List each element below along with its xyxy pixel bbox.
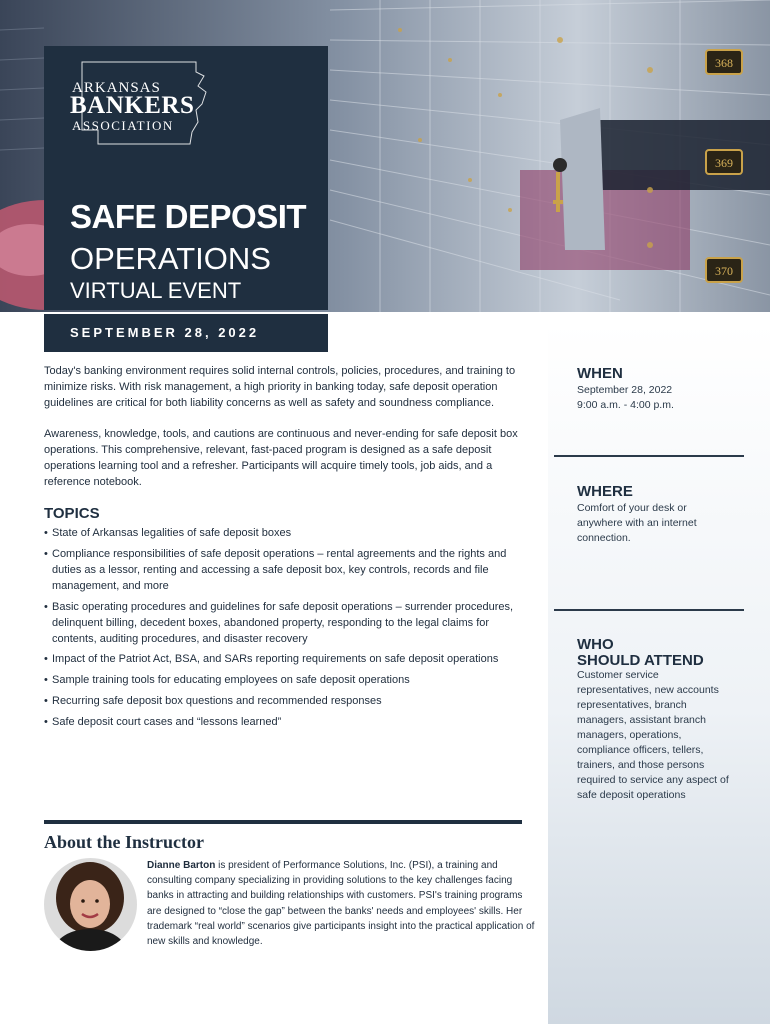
divider	[554, 609, 744, 611]
where-text: Comfort of your desk or anywhere with an internet connection.	[577, 502, 697, 544]
box-number-370: 370	[715, 264, 733, 278]
instructor-bio	[147, 858, 537, 949]
topics-heading: TOPICS	[44, 505, 100, 522]
instructor-name: Dianne Barton	[147, 860, 216, 871]
intro-paragraph-2: Awareness, knowledge, tools, and cautions are continuous and never-ending for safe deposit box operations. This comprehensive, relevant, fast-paced program is designed as a safe deposit operations learning tool and a refresher. Participants will acquire timely tools, job aids, and a reference notebook.	[44, 428, 518, 488]
topic-item: • State of Arkansas legalities of safe deposit boxes	[44, 525, 534, 541]
event-date: SEPTEMBER 28, 2022	[70, 325, 260, 340]
box-number-368: 368	[715, 56, 733, 70]
divider	[554, 455, 744, 457]
who-heading-line1: WHO	[577, 636, 614, 653]
when-heading: WHEN	[577, 365, 623, 382]
topic-item: • Recurring safe deposit box questions and recommended responses	[44, 693, 534, 709]
title-safe-deposit: SAFE DEPOSIT	[70, 198, 307, 235]
topic-item: • Compliance responsibilities of safe deposit operations – rental agreements and the rights and duties as a lessor, renting and accessing a safe deposit box, key controls, records and file management, and more	[44, 546, 534, 594]
instructor-photo	[44, 858, 137, 951]
logo-bankers: BANKERS	[70, 92, 195, 119]
instructor-avatar	[44, 858, 137, 951]
when-time: 9:00 a.m. - 4:00 p.m.	[577, 399, 674, 411]
title-operations: OPERATIONS	[70, 241, 271, 276]
topic-item: • Basic operating procedures and guidelines for safe deposit operations – surrender procedures, delinquent billing, decedent boxes, abandoned property, responding to the legal claims for contents, auditing procedures, and disaster recovery	[44, 599, 534, 647]
where-heading: WHERE	[577, 483, 633, 500]
logo-association: ASSOCIATION	[72, 118, 174, 133]
who-text: Customer service representatives, new accounts representatives, branch managers, assistant branch managers, operations, compliance officers, tellers, trainers, and those persons required to service any aspect of safe deposit operations	[577, 669, 729, 801]
topic-item: • Impact of the Patriot Act, BSA, and SARs reporting requirements on safe deposit operations	[44, 651, 534, 667]
title-panel	[44, 46, 328, 310]
when-date: September 28, 2022	[577, 384, 673, 396]
topic-item: • Sample training tools for educating employees on safe deposit operations	[44, 672, 534, 688]
instructor-divider	[44, 820, 522, 824]
hero-banner	[0, 0, 770, 312]
topic-item: • Safe deposit court cases and “lessons learned”	[44, 714, 534, 730]
who-heading-line2: SHOULD ATTEND	[577, 652, 704, 669]
box-number-369: 369	[715, 156, 733, 170]
title-virtual-event: VIRTUAL EVENT	[70, 278, 242, 303]
instructor-bio-text: is president of Performance Solutions, Inc. (PSI), a training and consulting company specializing in providing solutions to the key challenges facing banks in attracting and building relationships with customers. PSI's training programs are designed to “close the gap” between the banks' needs and employees' skills. Her trademark “real world” scenarios give participants insight into the practical application of new skills and knowledge.	[147, 860, 535, 948]
event-date-bar	[44, 314, 328, 352]
logo-arkansas: ARKANSAS	[72, 80, 161, 96]
topics-list	[44, 525, 534, 735]
instructor-heading: About the Instructor	[44, 832, 204, 852]
intro-paragraph-1: Today's banking environment requires solid internal controls, policies, procedures, and training to minimize risks. With risk management, a high priority in banking today, safe deposit operation guidelines are critical for both liability concerns as well as safety and soundness compliance.	[44, 365, 516, 409]
event-details-sidebar	[548, 323, 770, 1024]
